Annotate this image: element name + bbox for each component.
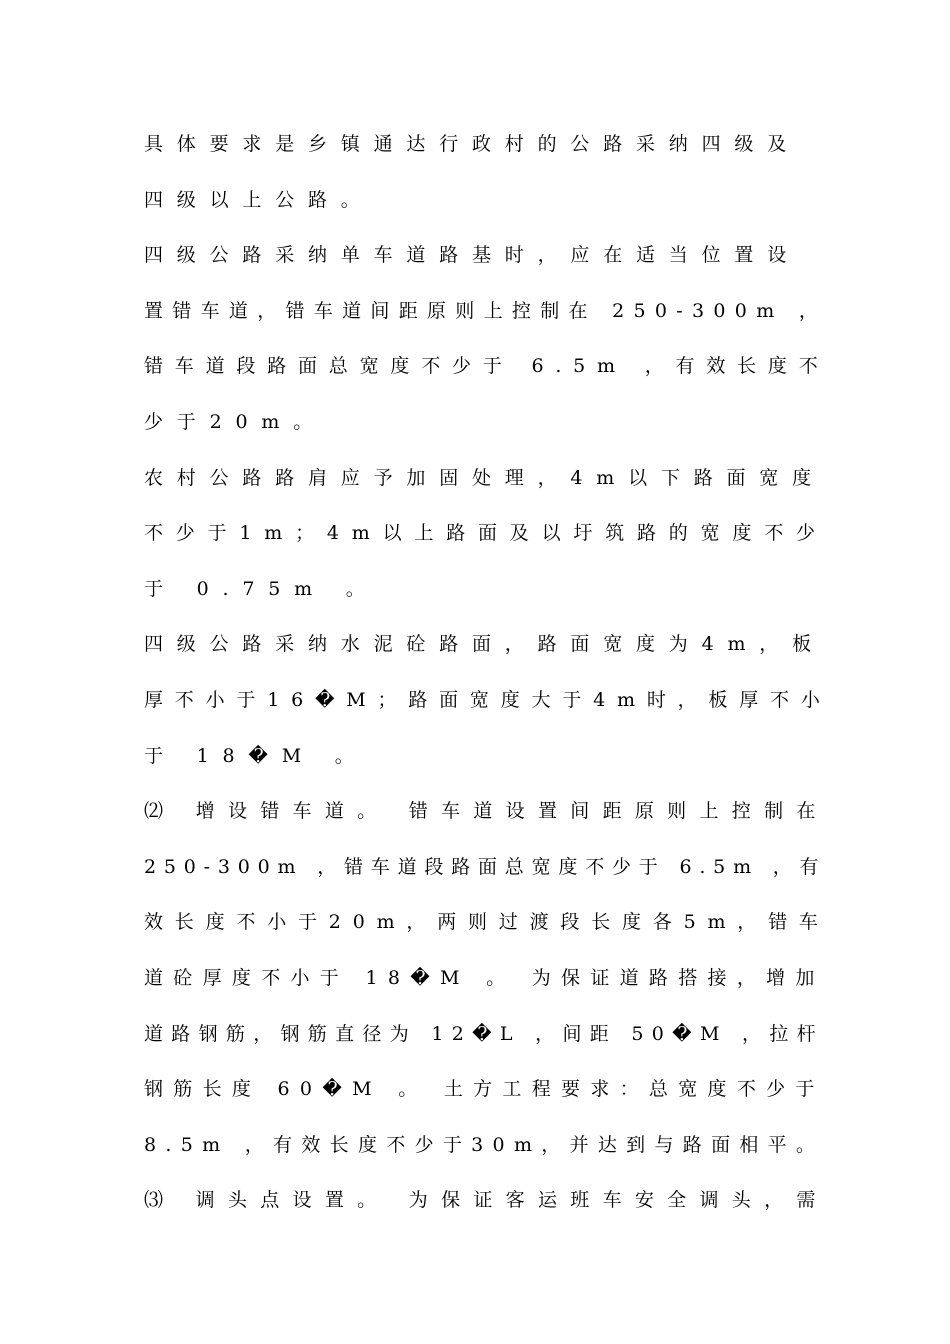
text-line: 道路钢筋，钢筋直径为 12�L ，间距 50�M ，拉杆 <box>144 1022 824 1045</box>
text-line: 不少于1m；4m以上路面及以圩筑路的宽度不少 <box>144 522 828 545</box>
text-line: 8.5m ，有效长度不少于30m，并达到与路面相平。 <box>144 1133 825 1156</box>
text-line: ⑶ 调头点设置。 为保证客运班车安全调头，需 <box>144 1189 829 1212</box>
text-line: 厚不小于16�M；路面宽度大于4m时，板厚不小 <box>144 688 832 711</box>
text-line: 具体要求是乡镇通达行政村的公路采纳四级及 <box>144 133 801 155</box>
text-line: 于 0.75m 。 <box>144 577 379 600</box>
text-line: 于 18�M 。 <box>144 744 368 767</box>
text-line: 错车道段路面总宽度不少于 6.5m ，有效长度不 <box>144 355 830 378</box>
text-line: ⑵ 增设错车道。 错车道设置间距原则上控制在 <box>144 800 829 823</box>
text-line: 四级以上公路。 <box>144 188 374 211</box>
text-line: 置错车道，错车道间距原则上控制在 250-300m ， <box>144 299 828 322</box>
text-line: 钢筋长度 60�M 。 土方工程要求：总宽度不少于 <box>144 1078 825 1101</box>
text-line: 道砼厚度不小于 18�M 。 为保证道路搭接，增加 <box>144 966 825 989</box>
text-line: 少于20m。 <box>144 410 326 433</box>
text-line: 四级公路采纳单车道路基时，应在适当位置设 <box>144 244 801 267</box>
text-line: 农村公路路肩应予加固处理，4m以下路面宽度 <box>144 466 825 489</box>
text-line: 效长度不小于20m，两则过渡段长度各5m，错车 <box>144 911 830 934</box>
body-text <box>144 126 834 1238</box>
text-line: 四级公路采纳水泥砼路面，路面宽度为4m，板 <box>144 633 825 656</box>
text-line: 250-300m ，错车道段路面总宽度不少于 6.5m ，有 <box>144 855 827 878</box>
